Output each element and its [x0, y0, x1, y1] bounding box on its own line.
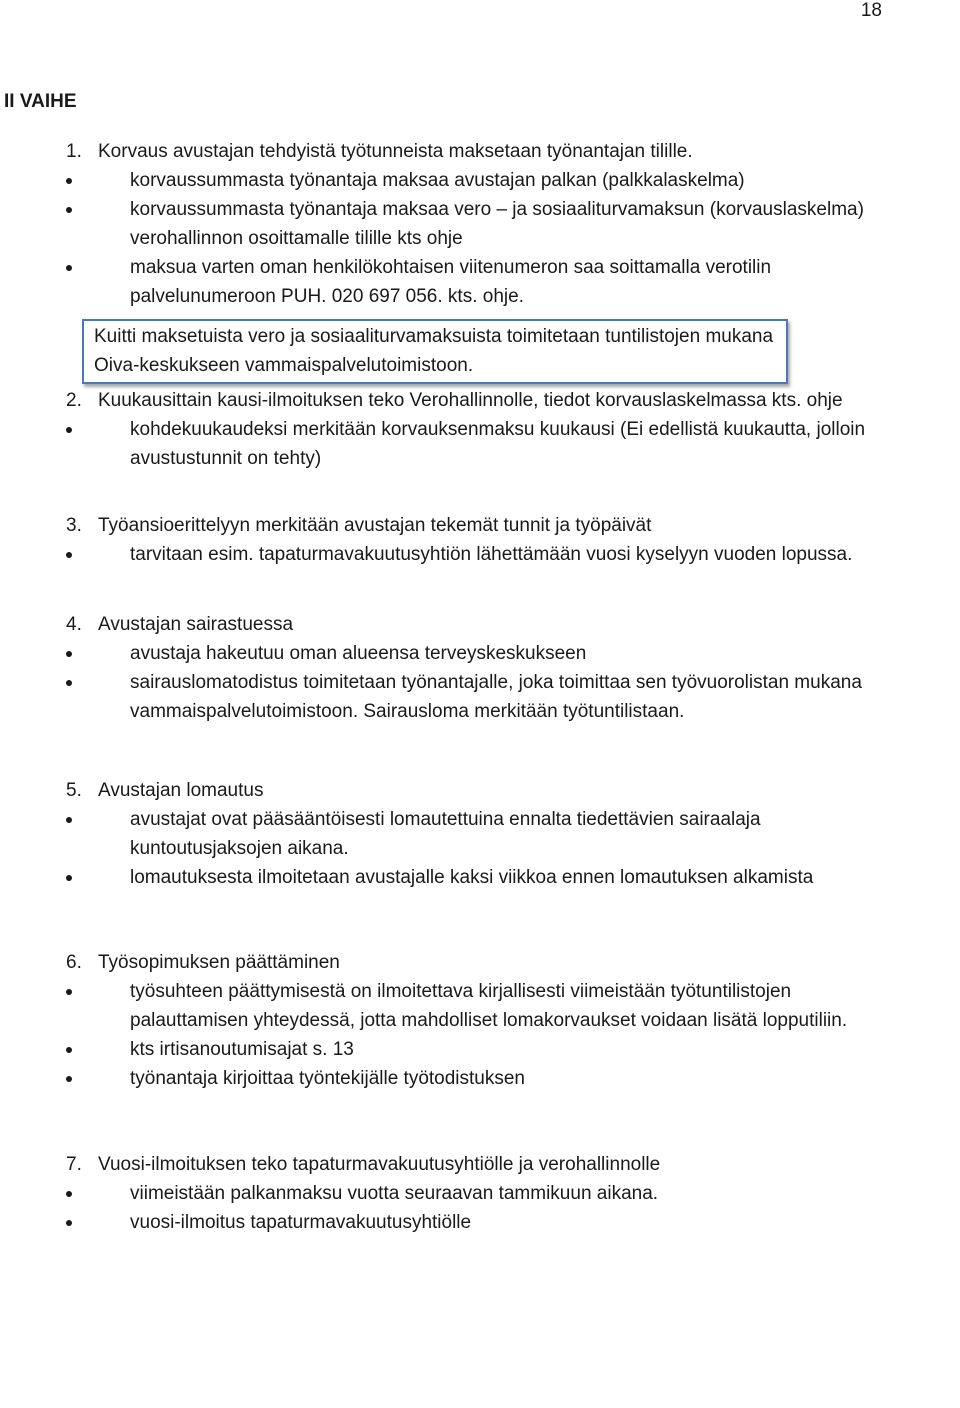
section-number: 7.: [66, 1154, 82, 1175]
bullet-list: [66, 166, 890, 311]
section-title: [66, 776, 890, 805]
section-title-text: Vuosi-ilmoituksen teko tapaturmavakuutusyhtiölle ja verohallinnolle: [98, 1154, 661, 1175]
section-title: [66, 137, 890, 166]
section-title-text: Kuukausittain kausi-ilmoituksen teko Verohallinnolle, tiedot korvauslaskelmassa kts. ohje: [98, 390, 843, 411]
section-title-text: Korvaus avustajan tehdyistä työtunneista maksetaan työnantajan tilille.: [98, 141, 693, 162]
list-item: maksua varten oman henkilökohtaisen viitenumeron saa soittamalla verotilin palvelunumeroon PUH. 020 697 056. kts. ohje.: [66, 253, 890, 311]
list-item: avustajat ovat pääsääntöisesti lomautettuina ennalta tiedettävien sairaalaja kuntoutusjaksojen aikana.: [66, 805, 890, 863]
section-number: 1.: [66, 141, 82, 162]
section-4: [66, 610, 890, 726]
section-title: [66, 948, 890, 977]
page-number: 18: [860, 0, 882, 21]
section-7: [66, 1150, 890, 1237]
bullet-list: [66, 1179, 890, 1237]
section-3: [66, 511, 890, 569]
bullet-list: [66, 540, 890, 569]
section-title-text: Avustajan sairastuessa: [98, 614, 294, 635]
section-5: [66, 776, 890, 892]
list-item: kohdekuukaudeksi merkitään korvauksenmaksu kuukausi (Ei edellistä kuukautta, jolloin avustustunnit on tehty): [66, 415, 890, 473]
section-title-text: Työansioerittelyyn merkitään avustajan tekemät tunnit ja työpäivät: [98, 515, 652, 536]
page-heading: II VAIHE: [4, 91, 77, 112]
section-title: [66, 1150, 890, 1179]
section-6: [66, 948, 890, 1093]
section-number: 4.: [66, 614, 82, 635]
list-item: vuosi-ilmoitus tapaturmavakuutusyhtiölle: [66, 1208, 890, 1237]
list-item: tarvitaan esim. tapaturmavakuutusyhtiön lähettämään vuosi kyselyyn vuoden lopussa.: [66, 540, 890, 569]
bullet-list: [66, 415, 890, 473]
note-box: [82, 319, 788, 384]
bullet-list: [66, 977, 890, 1093]
list-item: korvaussummasta työnantaja maksaa vero – ja sosiaaliturvamaksun (korvauslaskelma) verohallinnon osoittamalle tilille kts ohje: [66, 195, 890, 253]
section-title-text: Työsopimuksen päättäminen: [98, 952, 340, 973]
section-number: 5.: [66, 780, 82, 801]
section-number: 2.: [66, 390, 82, 411]
list-item: korvaussummasta työnantaja maksaa avustajan palkan (palkkalaskelma): [66, 166, 890, 195]
list-item: kts irtisanoutumisajat s. 13: [66, 1035, 890, 1064]
note-text: Kuitti maksetuista vero ja sosiaaliturvamaksuista toimitetaan tuntilistojen mukana Oiva-keskukseen vammaispalvelutoimistoon.: [94, 326, 774, 376]
list-item: työnantaja kirjoittaa työntekijälle työtodistuksen: [66, 1064, 890, 1093]
section-title: [66, 511, 890, 540]
list-item: avustaja hakeutuu oman alueensa terveyskeskukseen: [66, 639, 890, 668]
section-number: 6.: [66, 952, 82, 973]
section-title-text: Avustajan lomautus: [98, 780, 264, 801]
bullet-list: [66, 639, 890, 726]
section-title: [66, 610, 890, 639]
list-item: lomautuksesta ilmoitetaan avustajalle kaksi viikkoa ennen lomautuksen alkamista: [66, 863, 890, 892]
bullet-list: [66, 805, 890, 892]
section-1: [66, 137, 890, 390]
list-item: sairauslomatodistus toimitetaan työnantajalle, joka toimittaa sen työvuorolistan mukana vammaispalvelutoimistoon. Sairausloma merkitään työtuntilistaan.: [66, 668, 890, 726]
list-item: työsuhteen päättymisestä on ilmoitettava kirjallisesti viimeistään työtuntilistojen palauttamisen yhteydessä, jotta mahdolliset lomakorvaukset voidaan lisätä lopputiliin.: [66, 977, 890, 1035]
section-number: 3.: [66, 515, 82, 536]
list-item: viimeistään palkanmaksu vuotta seuraavan tammikuun aikana.: [66, 1179, 890, 1208]
section-title: [66, 386, 890, 415]
section-2: [66, 386, 890, 473]
